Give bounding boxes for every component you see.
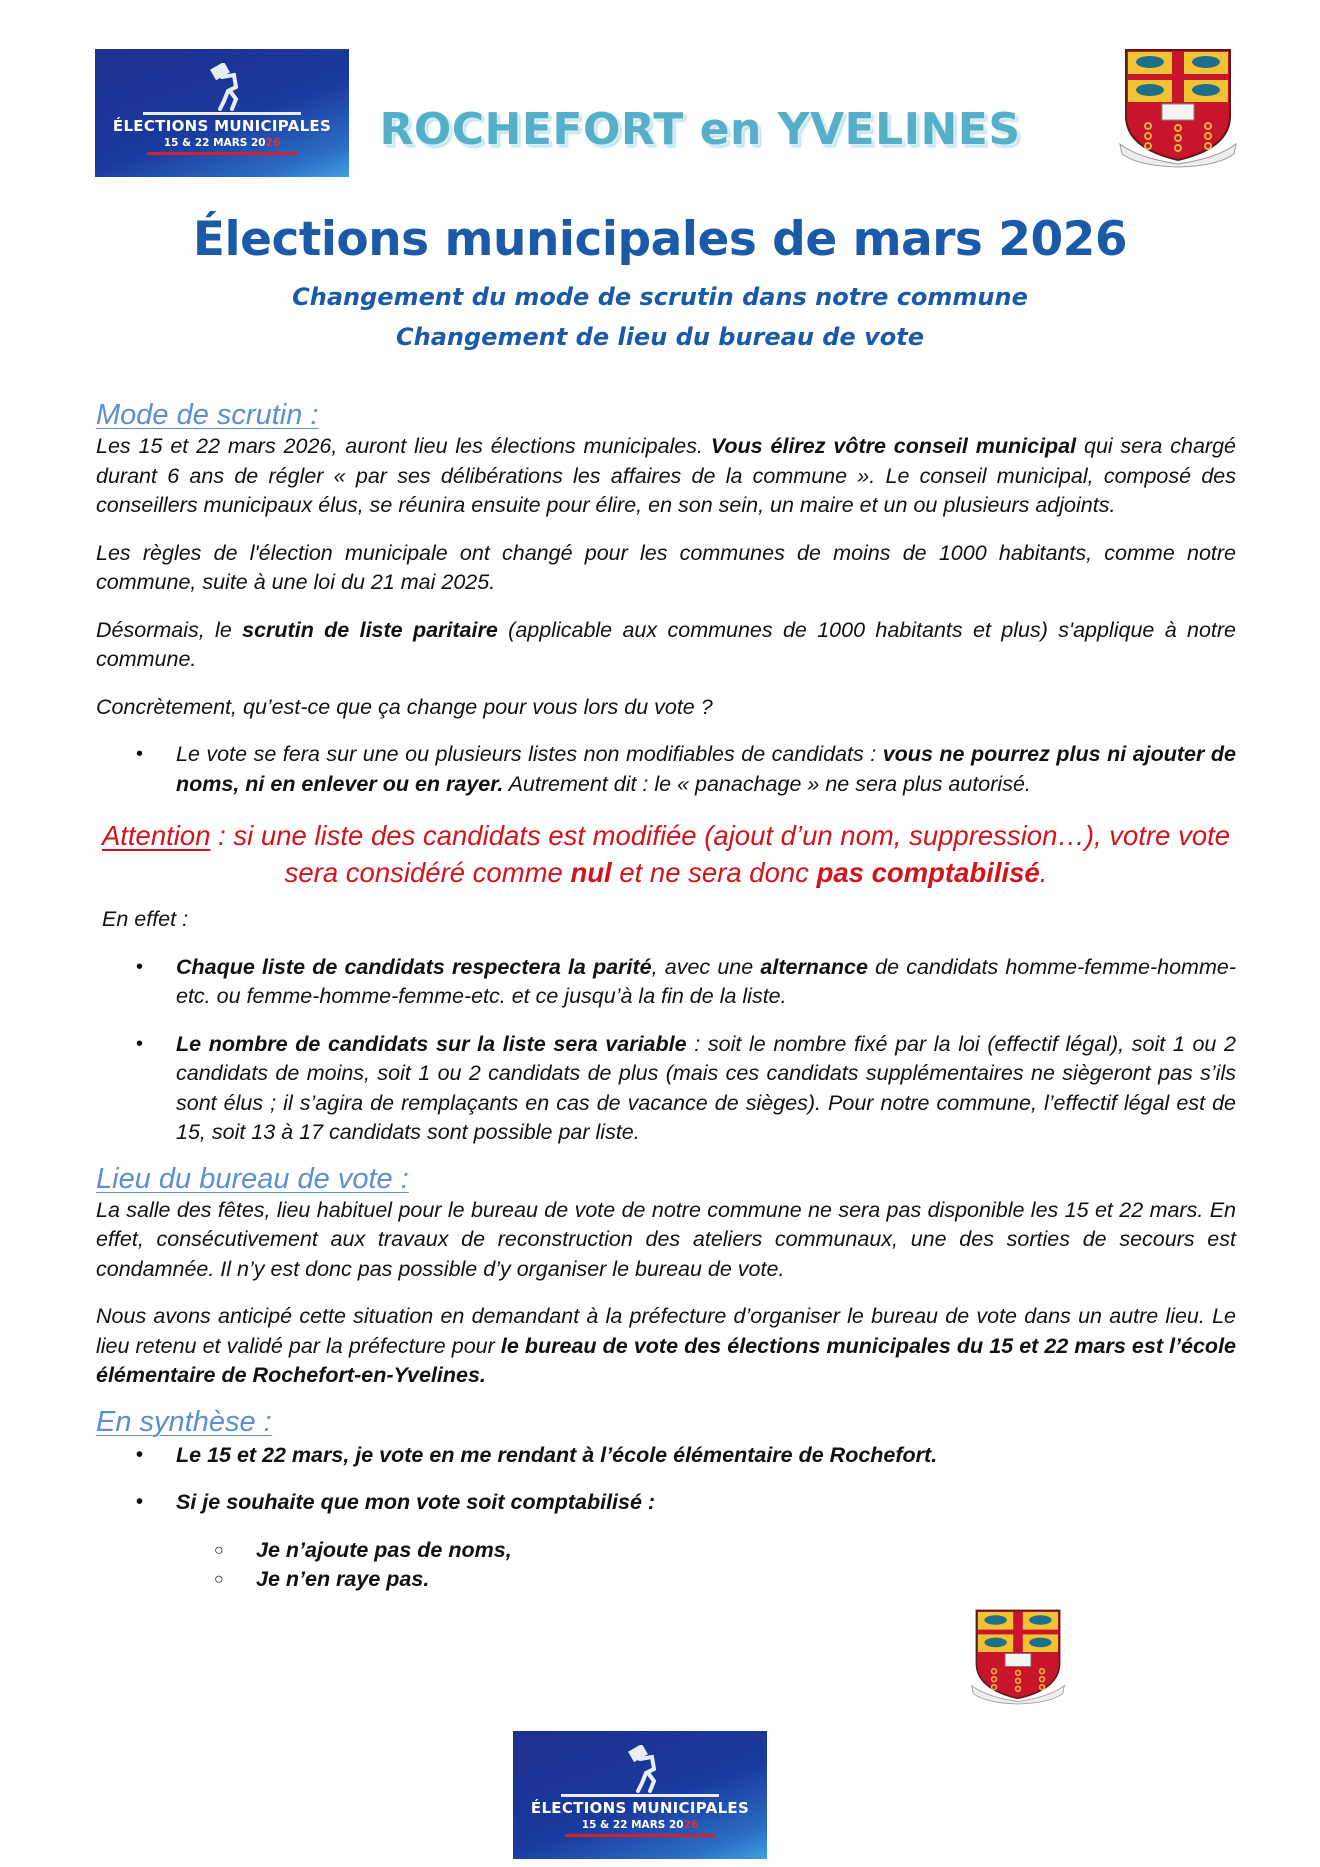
circle-bullet-icon: ○ [214,1541,224,1559]
bullet-icon: • [136,1491,144,1513]
logo-divider [561,1794,719,1797]
list-item: • Le 15 et 22 mars, je vote en me rendant à l’école élémentaire de Rochefort. [96,1441,1236,1471]
bullet-icon: • [136,1443,144,1466]
paragraph-en-effet: En effet : [102,907,189,931]
paragraph-nouveau-lieu: Nous avons anticipé cette situation en demandant à la préfecture d’organiser le bureau de vote dans un autre lieu. Le lieu retenu et validé par la préfecture pour le bureau de vote des élections municipales du 15 et 22 mars est l’école élémentaire de Rochefort-en-Yvelines. [96,1304,1236,1387]
bullet-icon: • [136,743,144,765]
paragraph-question: Concrètement, qu’est-ce que ça change pour vous lors du vote ? [96,694,713,719]
ballot-box-voter-icon [202,63,262,111]
paragraph-salle-des-fetes: La salle des fêtes, lieu habituel pour le bureau de vote de notre commune ne sera pas disponible les 15 et 22 mars. En effet, consécutivement aux travaux de reconstruction des ateliers communaux, une des sorties de secours est condamnée. Il n’y est donc pas possible d’y organiser le bureau de vote. [96,1197,1236,1281]
logo-red-underline [565,1834,715,1837]
list-item: • Si je souhaite que mon vote soit comptabilisé : [96,1488,1236,1518]
logo-title: ÉLECTIONS MUNICIPALES [530,1799,750,1817]
sub-list-item: ○ Je n’en raye pas. [96,1565,1236,1595]
ballot-box-voter-icon [620,1745,680,1793]
list-item: • Chaque liste de candidats respectera la parité, avec une alternance de candidats homme-femme-homme-etc. ou femme-homme-femme-etc. et ce jusqu’à la fin de la liste. [136,954,1236,1008]
section-heading-synthese: En synthèse : [96,1405,272,1438]
attention-warning: Attention : si une liste des candidats est modifiée (ajout d’un nom, suppression…), votre vote sera considéré comme nul et ne sera donc pas comptabilisé. [101,820,1231,888]
elections-municipales-logo-footer [513,1731,767,1859]
logo-dates: 15 & 22 MARS 2026 [163,137,281,149]
bullet-icon: • [136,1032,144,1055]
list-item: • Le vote se fera sur une ou plusieurs listes non modifiables de candidats : vous ne pourrez plus ni ajouter de noms, ni en enlever ou en rayer. Autrement dit : le « panachage » ne sera plus autorisé. [136,742,1236,796]
sub-list-item: ○ Je n’ajoute pas de noms, [96,1536,1236,1566]
section-heading-mode-scrutin: Mode de scrutin : [96,399,319,431]
elections-municipales-logo [95,49,349,177]
subtitle-scrutin: Changement du mode de scrutin dans notre commune [292,283,1028,311]
paragraph-scrutin-liste: Désormais, le scrutin de liste paritaire (applicable aux communes de 1000 habitants et plus) s'applique à notre commune. [96,617,1237,671]
coat-of-arms-icon [970,1604,1066,1708]
bullet-list-details [96,953,1236,1148]
page-title: Élections municipales de mars 2026 [192,212,1128,267]
bullet-icon: • [136,955,144,978]
logo-red-underline [147,152,297,155]
paragraph-intro: Les 15 et 22 mars 2026, auront lieu les élections municipales. Vous élirez vôtre conseil municipal qui sera chargé durant 6 ans de régler « par ses délibérations les affaires de la commune ». Le conseil municipal, composé des conseillers municipaux élus, se réunira ensuite pour élire, en son sein, un maire et un ou plusieurs adjoints. [96,434,1236,517]
subtitle-bureau: Changement de lieu du bureau de vote [396,323,924,351]
list-item: • Le nombre de candidats sur la liste sera variable : soit le nombre fixé par la loi (effectif légal), soit 1 ou 2 candidats de moins, soit 1 ou 2 candidats de plus (mais ces candidats supplémentaires ne siègeront pas s’ils sont élus ; il s’agira de remplaçants en cas de vacance de sièges). Pour notre commune, l’effectif légal est de 15, soit 13 à 17 candidats sont possible par liste. [136,1031,1237,1144]
logo-dates: 15 & 22 MARS 2026 [581,1819,699,1831]
document-body [96,398,1236,1595]
sub-list-synthese [96,1536,1236,1595]
paragraph-rules-changed: Les règles de l'élection municipale ont changé pour les communes de moins de 1000 habitants, comme notre commune, suite à une loi du 21 mai 2025. [96,540,1236,594]
town-name: ROCHEFORT en YVELINES [379,104,1021,155]
section-heading-lieu: Lieu du bureau de vote : [96,1162,409,1195]
circle-bullet-icon: ○ [214,1571,224,1588]
bullet-list-vote [96,740,1236,799]
coat-of-arms-icon [1118,46,1238,168]
bullet-list-synthese [96,1441,1236,1518]
logo-title: ÉLECTIONS MUNICIPALES [112,117,332,135]
logo-divider [143,112,301,115]
